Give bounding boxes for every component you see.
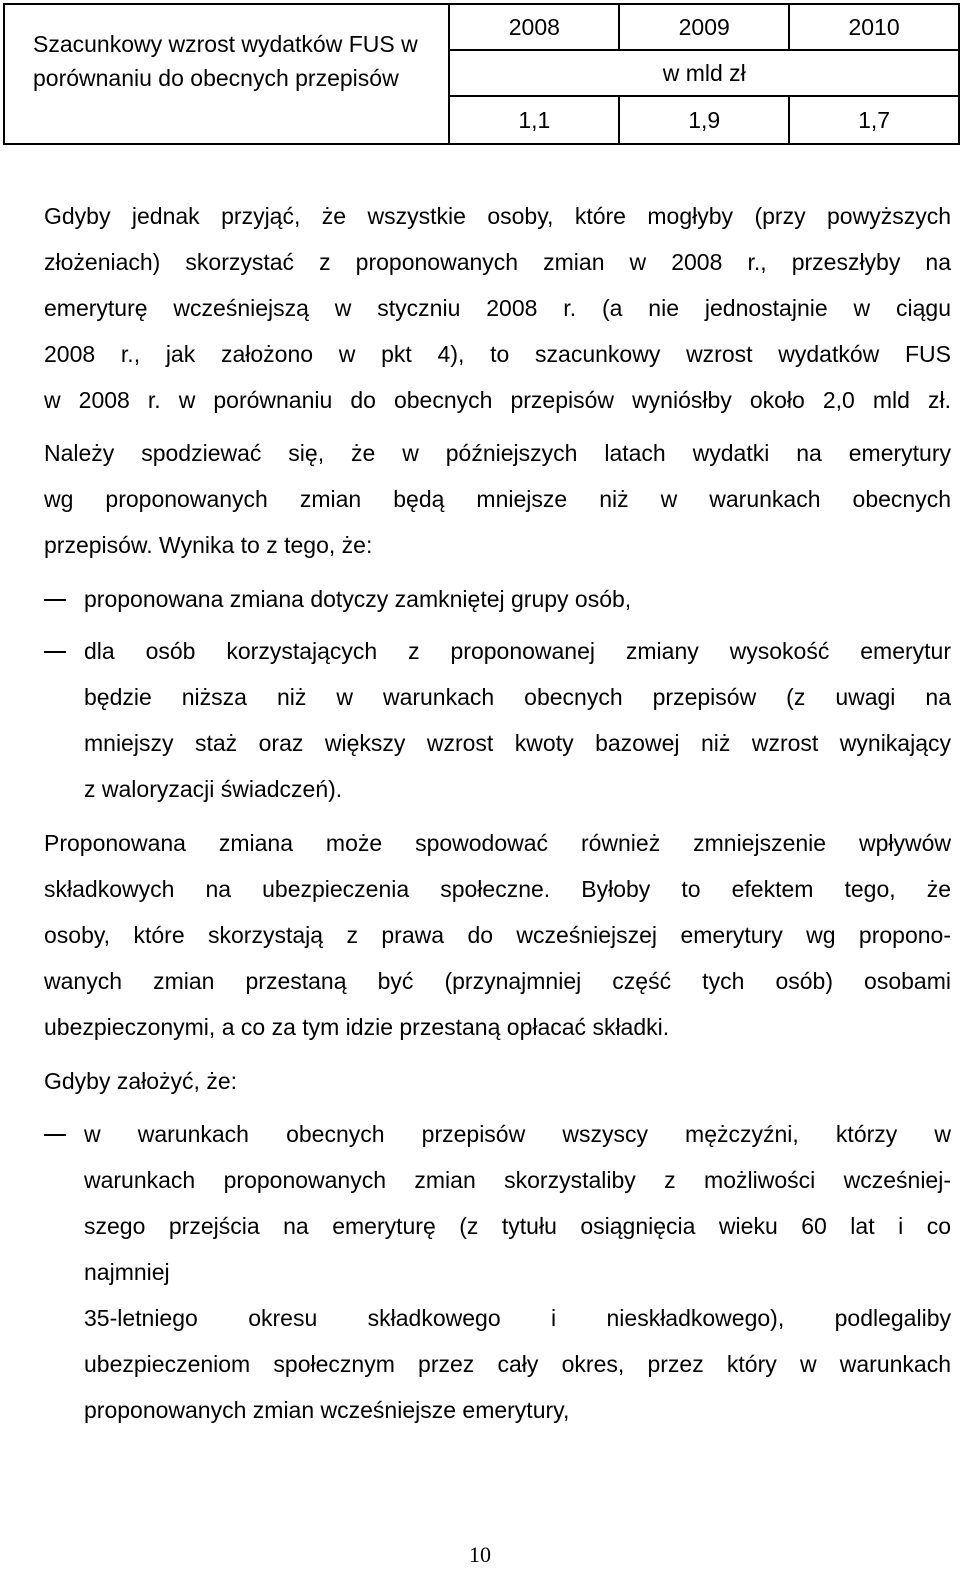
- text-line: przepisów. Wynika to z tego, że:: [44, 532, 373, 558]
- text-line: dla osób korzystających z proponowanej zmiany wysokość emerytur: [84, 638, 951, 664]
- year-2009: 2009: [619, 4, 789, 50]
- value-2008: 1,1: [449, 96, 619, 144]
- text-line: mniejszy staż oraz większy wzrost kwoty bazowej niż wzrost wynikający: [84, 730, 951, 756]
- text-line: w 2008 r. w porównaniu do obecnych przepisów wyniósłby około 2,0 mld zł.: [44, 387, 951, 413]
- bullet-dash: [44, 599, 66, 601]
- text-line: osoby, które skorzystają z prawa do wcześniejszej emerytury wg propono-: [44, 922, 951, 948]
- text-line: z waloryzacji świadczeń).: [84, 776, 343, 802]
- bullet-item-1: [84, 576, 951, 622]
- bullet-dash: [44, 651, 66, 653]
- text-line: 2008 r., jak założono w pkt 4), to szacunkowy wzrost wydatków FUS: [44, 341, 951, 367]
- text-line: proponowana zmiana dotyczy zamkniętej grupy osób,: [84, 586, 632, 612]
- text-line: wg proponowanych zmian będą mniejsze niż w warunkach obecnych: [44, 486, 951, 512]
- text-line: Proponowana zmiana może spowodować również zmniejszenie wpływów: [44, 830, 951, 856]
- value-2009: 1,9: [619, 96, 789, 144]
- text-line: złożeniach) skorzystać z proponowanych zmian w 2008 r., przeszłyby na: [44, 249, 951, 275]
- paragraph-3: [44, 820, 951, 1050]
- text-line: Gdyby założyć, że:: [44, 1068, 238, 1094]
- page-number: 10: [469, 1542, 491, 1567]
- text-line: proponowanych zmian wcześniejsze emerytury,: [84, 1397, 570, 1423]
- bullet-item-2: [84, 628, 951, 812]
- text-line: składkowych na ubezpieczenia społeczne. Byłoby to efektem tego, że: [44, 876, 951, 902]
- text-line: najmniej: [84, 1259, 170, 1285]
- text-line: ubezpieczeniom społecznym przez cały okres, przez który w warunkach: [84, 1351, 951, 1377]
- text-line: w warunkach obecnych przepisów wszyscy mężczyźni, którzy w: [84, 1121, 951, 1147]
- text-line: będzie niższa niż w warunkach obecnych przepisów (z uwagi na: [84, 684, 951, 710]
- bullet-item-3: [84, 1111, 951, 1433]
- text-line: warunkach proponowanych zmian skorzystaliby z możliwości wcześniej-: [84, 1167, 951, 1193]
- paragraph-2: [44, 430, 951, 568]
- text-line: Gdyby jednak przyjąć, że wszystkie osoby, które mogłyby (przy powyższych: [44, 203, 951, 229]
- unit-cell: w mld zł: [449, 50, 959, 96]
- year-2010: 2010: [789, 4, 959, 50]
- text-line: 35-letniego okresu składkowego i nieskładkowego), podlegaliby: [84, 1305, 951, 1331]
- paragraph-1: [44, 193, 951, 423]
- text-line: emeryturę wcześniejszą w styczniu 2008 r. (a nie jednostajnie w ciągu: [44, 295, 951, 321]
- text-line: szego przejścia na emeryturę (z tytułu osiągnięcia wieku 60 lat i co: [84, 1213, 951, 1239]
- text-line: wanych zmian przestaną być (przynajmniej część tych osób) osobami: [44, 968, 951, 994]
- expenditure-table: [3, 3, 960, 145]
- text-line: ubezpieczonymi, a co za tym idzie przestaną opłacać składki.: [44, 1014, 670, 1040]
- table-header-cell: Szacunkowy wzrost wydatków FUS w porównaniu do obecnych przepisów: [4, 4, 449, 144]
- value-2010: 1,7: [789, 96, 959, 144]
- year-2008: 2008: [449, 4, 619, 50]
- text-line: Należy spodziewać się, że w późniejszych latach wydatki na emerytury: [44, 440, 951, 466]
- bullet-dash: [44, 1134, 66, 1136]
- paragraph-4: [44, 1058, 951, 1104]
